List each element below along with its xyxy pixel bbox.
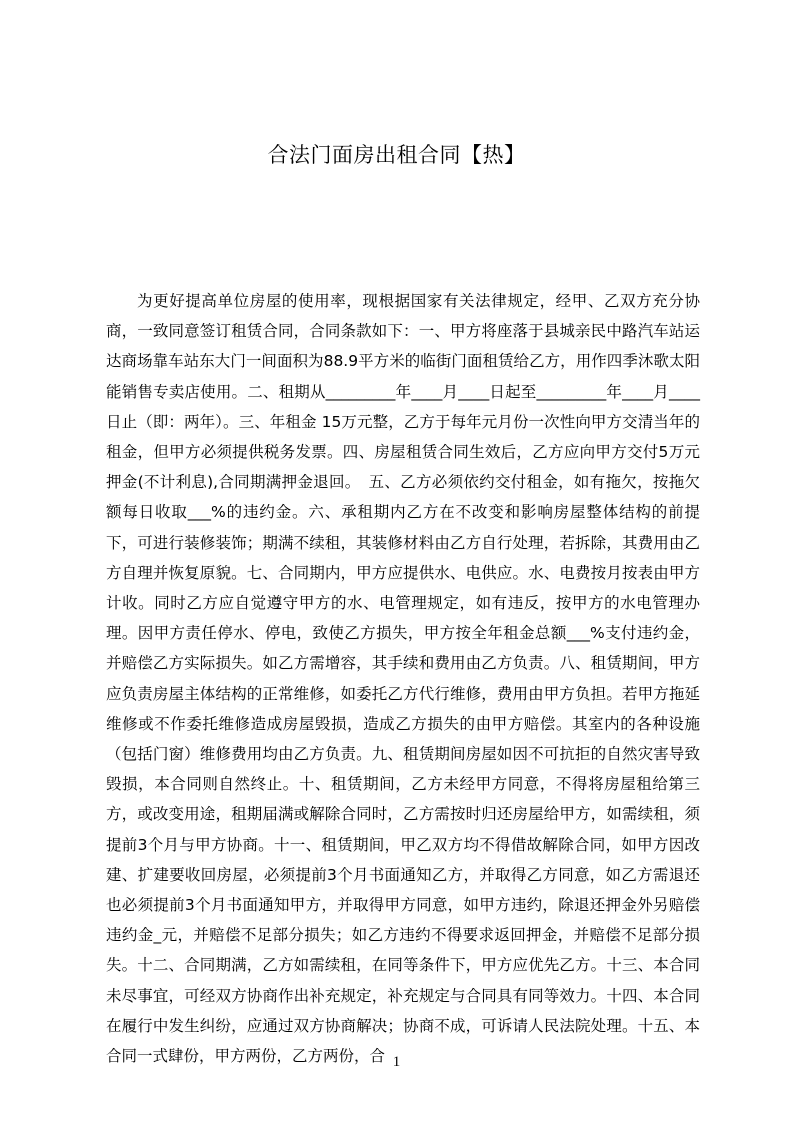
document-body: 为更好提高单位房屋的使用率，现根据国家有关法律规定，经甲、乙双方充分协商，一致同意签订租赁合同，合同条款如下：一、甲方将座落于县城亲民中路汽车站运达商场靠车站东大门一间面积为88.9平方米的临街门面租赁给乙方，用作四季沐歌太阳能销售专卖店使用。二、租期从_________年____月____日起至_________年____月____日止（即：两年）。三、年租金 15万元整，乙方于每年元月份一次性向甲方交清当年的租金，但甲方必须提供税务发票。四、房屋租赁合同生效后，乙方应向甲方交付5万元押金(不计利息),合同期满押金退回。 五、乙方必须依约交付租金，如有拖欠，按拖欠额每日收取___%的违约金。六、承租期内乙方在不改变和影响房屋整体结构的前提下，可进行装修装饰；期满不续租，其装修材料由乙方自行处理，若拆除，其费用由乙方自理并恢复原貌。七、合同期内，甲方应提供水、电供应。水、电费按月按表由甲方计收。同时乙方应自觉遵守甲方的水、电管理规定，如有违反，按甲方的水电管理办理。因甲方责任停水、停电，致使乙方损失，甲方按全年租金总额___%支付违约金，并赔偿乙方实际损失。如乙方需增容，其手续和费用由乙方负责。八、租赁期间，甲方应负责房屋主体结构的正常维修，如委托乙方代行维修，费用由甲方负担。若甲方拖延维修或不作委托维修造成房屋毁损，造成乙方损失的由甲方赔偿。其室内的各种设施（包括门窗）维修费用均由乙方负责。九、租赁期间房屋如因不可抗拒的自然灾害导致毁损，本合同则自然终止。十、租赁期间，乙方未经甲方同意，不得将房屋租给第三方，或改变用途，租期届满或解除合同时，乙方需按时归还房屋给甲方，如需续租，须提前3个月与甲方协商。十一、租赁期间，甲乙双方均不得借故解除合同，如甲方因改建、扩建要收回房屋，必须提前3个月书面通知乙方，并取得乙方同意，如乙方需退还也必须提前3个月书面通知甲方，并取得甲方同意，如甲方违约，除退还押金外另赔偿违约金_元，并赔偿不足部分损失；如乙方违约不得要求返回押金，并赔偿不足部分损失。十二、合同期满，乙方如需续租，在同等条件下，甲方应优先乙方。十三、本合同未尽事宜，可经双方协商作出补充规定，补充规定与合同具有同等效力。十四、本合同在履行中发生纠纷，应通过双方协商解决；协商不成，可诉请人民法院处理。十五、本合同一式肆份，甲方两份，乙方两份，合 — [106, 292, 700, 1066]
page-number: 1 — [392, 1054, 401, 1070]
document-title: 合法门面房出租合同【热】 — [267, 143, 526, 167]
